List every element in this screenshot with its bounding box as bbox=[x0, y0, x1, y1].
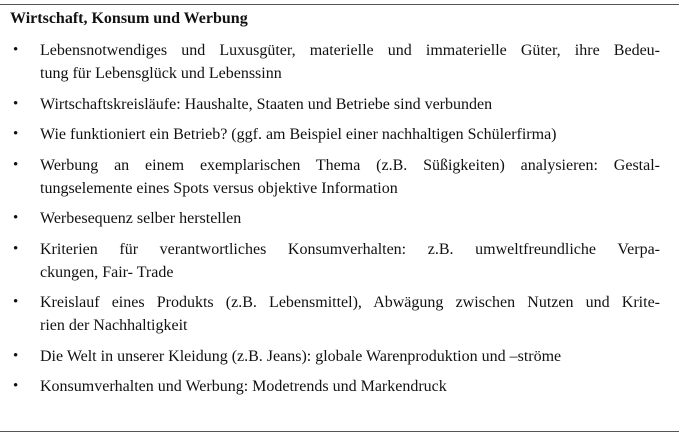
list-item bbox=[0, 291, 680, 337]
topic-list bbox=[0, 39, 680, 406]
list-item bbox=[0, 39, 680, 85]
bullet-icon: • bbox=[13, 347, 19, 364]
list-item-line: Kreislauf eines Produkts (z.B. Lebensmittel), Abwägung zwischen Nutzen und Krite- bbox=[40, 294, 660, 311]
bullet-icon: • bbox=[13, 126, 19, 142]
list-item-line: Die Welt in unserer Kleidung (z.B. Jeans): globale Warenproduktion und –ströme bbox=[40, 347, 562, 365]
list-item-line: tung für Lebensglück und Lebenssinn bbox=[40, 65, 282, 82]
list-item-line: rien der Nachhaltigkeit bbox=[40, 317, 188, 334]
bullet-icon: • bbox=[13, 42, 19, 58]
list-item-line: Lebensnotwendiges und Luxusgüter, materielle und immaterielle Güter, ihre Bedeu- bbox=[40, 42, 660, 59]
list-item-text bbox=[40, 238, 660, 284]
list-item bbox=[0, 207, 680, 230]
bullet-icon: • bbox=[13, 378, 19, 394]
list-item bbox=[0, 93, 680, 116]
list-item bbox=[0, 123, 680, 146]
list-item-line: Wirtschaftskreisläufe: Haushalte, Staaten und Betriebe sind verbunden bbox=[40, 95, 493, 113]
list-item-text bbox=[40, 207, 660, 230]
list-item-text bbox=[40, 39, 660, 85]
section-title: Wirtschaft, Konsum und Werbung bbox=[10, 10, 248, 27]
list-item bbox=[0, 238, 680, 284]
bullet-icon: • bbox=[13, 210, 19, 226]
list-item-text bbox=[40, 123, 660, 146]
bullet-icon: • bbox=[13, 240, 19, 257]
list-item-line: Werbesequenz selber herstellen bbox=[40, 210, 242, 227]
list-item bbox=[0, 375, 680, 398]
list-item-text bbox=[40, 291, 660, 337]
list-item-line: tungselemente eines Spots versus objektive Information bbox=[40, 179, 398, 197]
list-item-line: ckungen, Fair- Trade bbox=[40, 263, 174, 281]
bullet-icon: • bbox=[13, 156, 19, 173]
list-item-text bbox=[40, 345, 660, 368]
bottom-rule bbox=[0, 431, 679, 432]
list-item-text bbox=[40, 375, 660, 398]
top-rule bbox=[0, 4, 679, 5]
list-item-line: Werbung an einem exemplarischen Thema (z.B. Süßigkeiten) analysieren: Gestal- bbox=[40, 156, 660, 174]
list-item-text bbox=[40, 93, 660, 116]
list-item bbox=[0, 345, 680, 368]
bullet-icon: • bbox=[13, 95, 19, 112]
list-item-line: Kriterien für verantwortliches Konsumverhalten: z.B. umweltfreundliche Verpa- bbox=[40, 240, 660, 258]
bullet-icon: • bbox=[13, 294, 19, 310]
list-item-line: Wie funktioniert ein Betrieb? (ggf. am Beispiel einer nachhaltigen Schülerfirma) bbox=[40, 126, 557, 143]
list-item-text bbox=[40, 154, 660, 200]
list-item bbox=[0, 154, 680, 200]
list-item-line: Konsumverhalten und Werbung: Modetrends und Markendruck bbox=[40, 378, 447, 395]
